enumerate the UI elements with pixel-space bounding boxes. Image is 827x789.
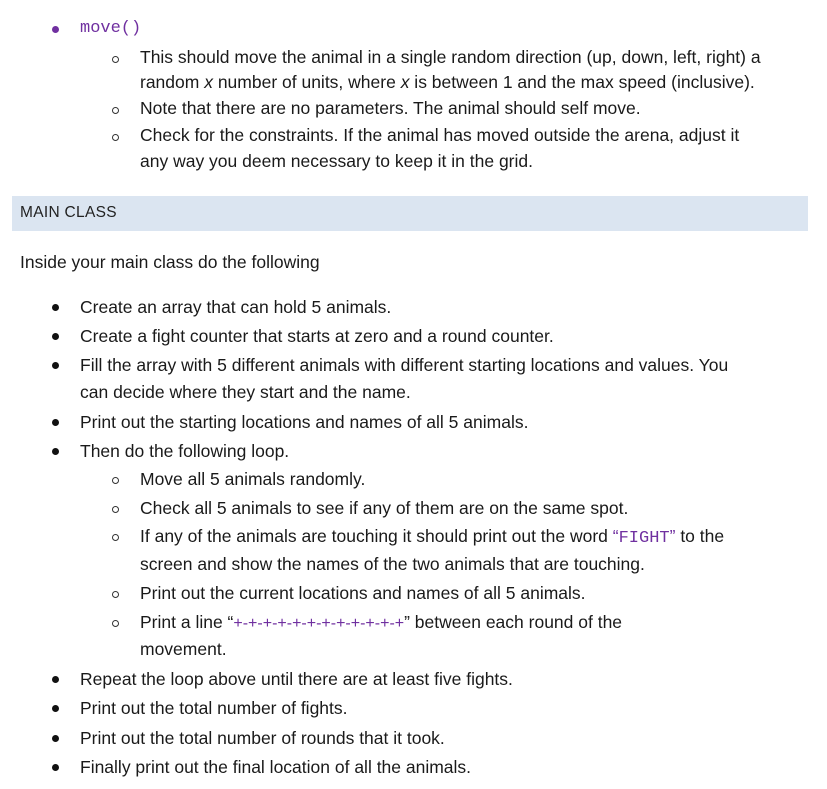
sub-bullet-circle (112, 620, 119, 627)
bullet-dot (52, 764, 59, 771)
loop-step: Check all 5 animals to see if any of them are on the same spot. (140, 498, 629, 518)
list-item: Print out the total number of rounds that it took. (80, 728, 445, 748)
list-item: Create an array that can hold 5 animals. (80, 297, 392, 317)
loop-step: Print a line “+-+-+-+-+-+-+-+-+-+-+-+” between each round of the (140, 612, 623, 632)
list-item: Then do the following loop. (80, 441, 290, 461)
move-desc-line2: random x number of units, where x is between 1 and the max speed (inclusive). (140, 72, 755, 92)
sub-bullet-circle (112, 477, 119, 484)
list-item: Fill the array with 5 different animals with different starting locations and values. You (80, 355, 729, 375)
bullet-dot (52, 26, 59, 33)
list-item: Finally print out the final location of all the animals. (80, 757, 472, 777)
list-item-continued: can decide where they start and the name. (80, 382, 411, 402)
sub-bullet-circle (112, 107, 119, 114)
list-item: Print out the starting locations and names of all 5 animals. (80, 412, 529, 432)
sub-bullet-circle (112, 506, 119, 513)
bullet-dot (52, 735, 59, 742)
move-constraint-line2: any way you deem necessary to keep it in the grid. (140, 151, 533, 171)
bullet-dot (52, 448, 59, 455)
move-constraint-line1: Check for the constraints. If the animal has moved outside the arena, adjust it (140, 125, 740, 145)
bullet-dot (52, 362, 59, 369)
loop-step-continued: movement. (140, 639, 227, 659)
bullet-dot (52, 705, 59, 712)
sub-bullet-circle (112, 534, 119, 541)
section-title: MAIN CLASS (20, 204, 117, 221)
loop-step: If any of the animals are touching it should print out the word “FIGHT” to the (140, 526, 725, 548)
bullet-dot (52, 304, 59, 311)
list-item: Create a fight counter that starts at zero and a round counter. (80, 326, 554, 346)
section-header-bar (12, 196, 808, 231)
intro-text: Inside your main class do the following (20, 252, 320, 272)
loop-step: Move all 5 animals randomly. (140, 469, 366, 489)
move-desc-line1: This should move the animal in a single random direction (up, down, left, right) a (140, 47, 761, 67)
bullet-dot (52, 676, 59, 683)
list-item: Repeat the loop above until there are at least five fights. (80, 669, 513, 689)
sub-bullet-circle (112, 56, 119, 63)
loop-step: Print out the current locations and names of all 5 animals. (140, 583, 586, 603)
method-name: move() (80, 19, 142, 38)
separator-line-text: +-+-+-+-+-+-+-+-+-+-+-+ (233, 615, 405, 632)
sub-bullet-circle (112, 134, 119, 141)
move-note: Note that there are no parameters. The animal should self move. (140, 98, 641, 118)
fight-keyword: FIGHT (618, 529, 670, 548)
loop-step-continued: screen and show the names of the two animals that are touching. (140, 554, 645, 574)
bullet-dot (52, 419, 59, 426)
bullet-dot (52, 333, 59, 340)
sub-bullet-circle (112, 591, 119, 598)
list-item: Print out the total number of fights. (80, 698, 348, 718)
